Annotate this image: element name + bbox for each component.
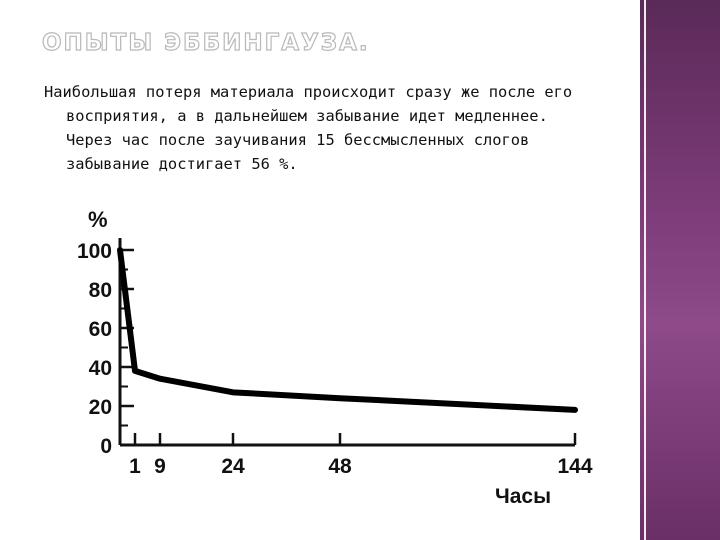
x-tick-label: 1: [129, 455, 141, 478]
paragraph-line-3: Через час после заучивания 15 бессмысленных слогов: [66, 131, 530, 149]
x-tick-label: 9: [154, 455, 166, 478]
data-point: [133, 368, 138, 373]
data-point: [231, 390, 236, 395]
y-tick-label: 80: [88, 279, 112, 302]
data-point: [338, 396, 343, 401]
y-axis-label: %: [88, 207, 108, 232]
slide-title: ОПЫТЫ ЭББИНГАУЗА.: [42, 30, 370, 56]
y-tick-label: 60: [88, 318, 112, 341]
y-tick-label: 40: [88, 357, 112, 380]
x-tick-label: 24: [221, 455, 245, 478]
series-layer: [118, 248, 578, 413]
y-tick-label: 20: [88, 396, 112, 419]
y-tick-label: 100: [76, 240, 112, 263]
x-tick-label: 144: [557, 455, 593, 478]
data-point: [118, 248, 123, 253]
data-point: [573, 407, 578, 412]
paragraph-line-2: восприятия, а в дальнейшем забывание идет медленнее.: [66, 107, 548, 125]
decorative-sidebar: [640, 0, 720, 540]
paragraph-line-4: забывание достигает 56 %.: [66, 155, 298, 173]
slide-paragraph: [44, 80, 624, 176]
forgetting-curve-line: [120, 250, 575, 410]
data-point: [158, 376, 163, 381]
y-tick-label: 0: [100, 435, 112, 458]
sidebar-divider: [644, 0, 646, 540]
paragraph-line-1: Наибольшая потеря материала происходит сразу же после его: [44, 83, 573, 101]
x-axis: [120, 433, 593, 478]
x-tick-label: 48: [328, 455, 352, 478]
forgetting-curve-chart: [50, 195, 610, 515]
x-axis-label: Часы: [495, 485, 552, 508]
